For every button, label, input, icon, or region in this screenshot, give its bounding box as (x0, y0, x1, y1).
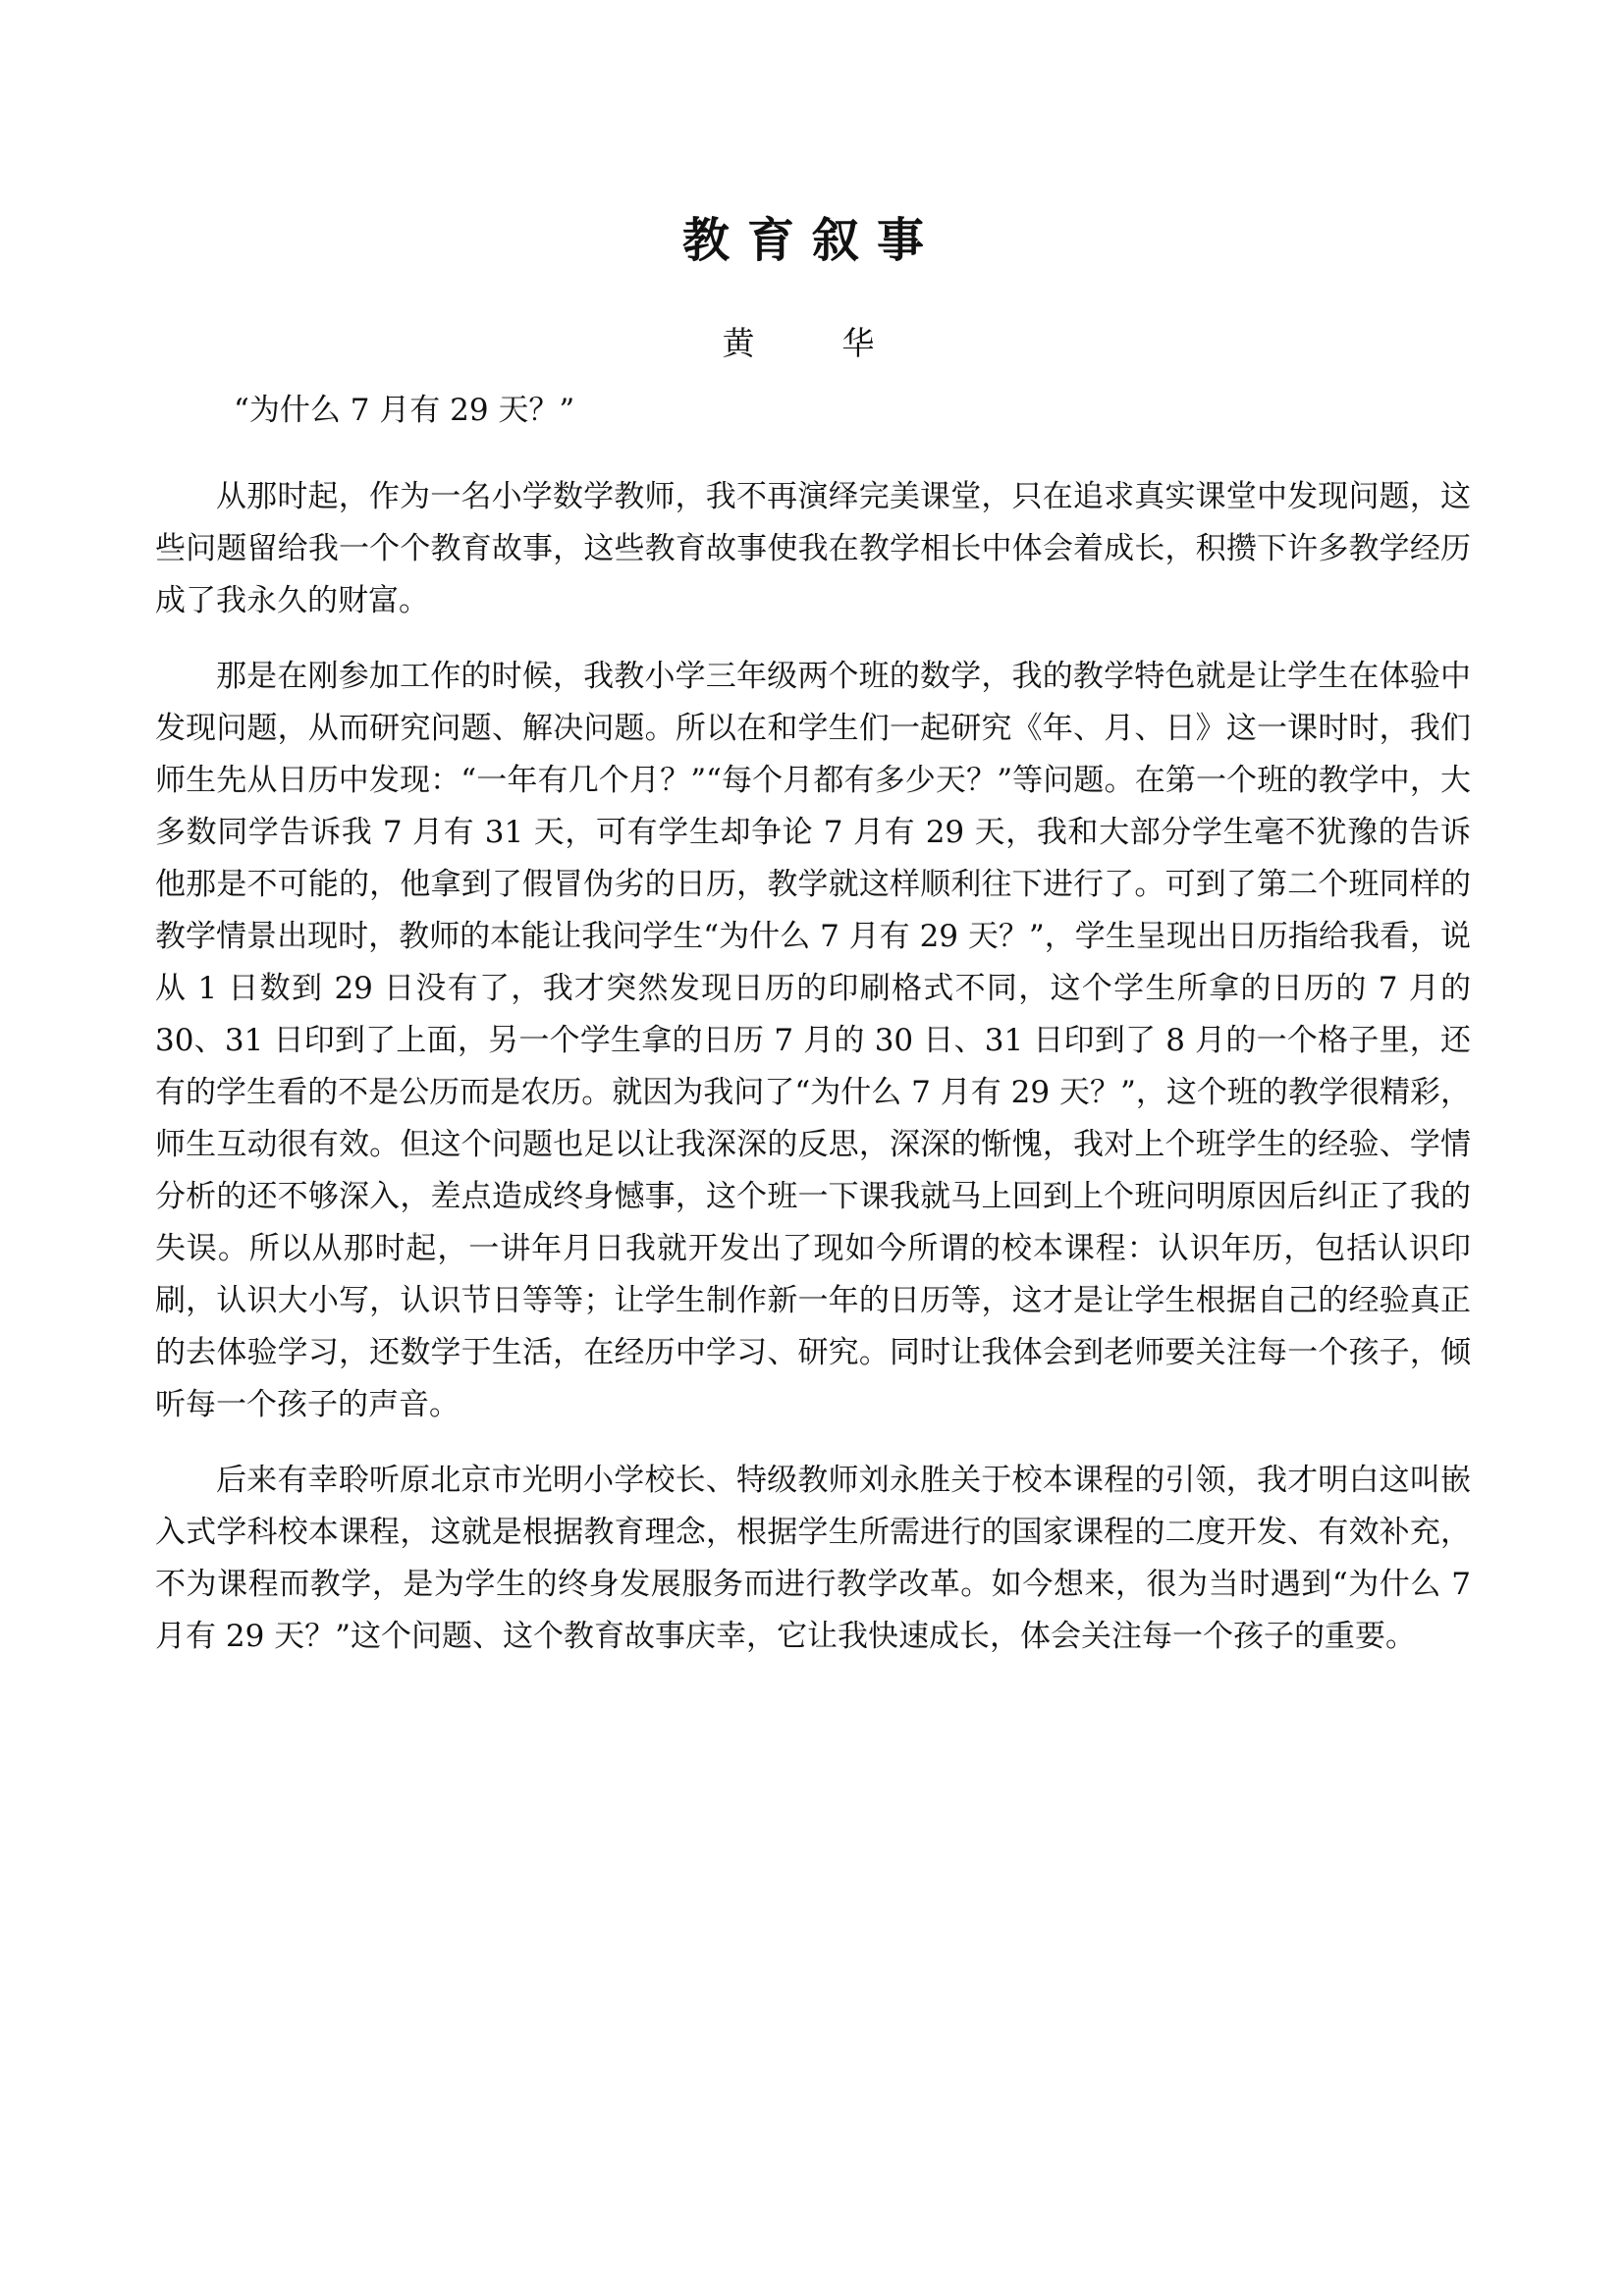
author-name: 黄 华 (722, 324, 902, 362)
paragraph-2: 那是在刚参加工作的时候，我教小学三年级两个班的数学，我的教学特色就是让学生在体验中发现问题，从而研究问题、解决问题。所以在和学生们一起研究《年、月、日》这一课时时，我们师生先从日历中发现：“一年有几个月？”“每个月都有多少天？”等问题。在第一个班的教学中，大多数同学告诉我 7 月有 31 天，可有学生却争论 7 月有 29 天，我和大部分学生毫不犹豫的告诉他那是不可能的，他拿到了假冒伪劣的日历，教学就这样顺利往下进行了。可到了第二个班同样的教学情景出现时，教师的本能让我问学生“为什么 7 月有 29 天？”，学生呈现出日历指给我看，说从 1 日数到 29 日没有了，我才突然发现日历的印刷格式不同，这个学生所拿的日历的 7 月的 30、31 日印到了上面，另一个学生拿的日历 7 月的 30 日、31 日印到了 8 月的一个格子里，还有的学生看的不是公历而是农历。就因为我问了“为什么 7 月有 29 天？”，这个班的教学很精彩，师生互动很有效。但这个问题也足以让我深深的反思，深深的惭愧，我对上个班学生的经验、学情分析的还不够深入，差点造成终身憾事，这个班一下课我就马上回到上个班问明原因后纠正了我的失误。所以从那时起，一讲年月日我就开发出了现如今所谓的校本课程：认识年历，包括认识印刷，认识大小写，认识节日等等；让学生制作新一年的日历等，这才是让学生根据自己的经验真正的去体验学习，还数学于生活，在经历中学习、研究。同时让我体会到老师要关注每一个孩子，倾听每一个孩子的声音。 (155, 659, 1471, 1422)
paragraph-1: 从那时起，作为一名小学数学教师，我不再演绎完美课堂，只在追求真实课堂中发现问题，这些问题留给我一个个教育故事，这些教育故事使我在教学相长中体会着成长，积攒下许多教学经历成了我永久的财富。 (155, 479, 1471, 618)
document-title: 教育叙事 (681, 213, 942, 268)
body-text (155, 471, 1471, 1686)
opening-question: “为什么 7 月有 29 天？” (234, 393, 575, 428)
paragraph-3: 后来有幸聆听原北京市光明小学校长、特级教师刘永胜关于校本课程的引领，我才明白这叫嵌入式学科校本课程，这就是根据教育理念，根据学生所需进行的国家课程的二度开发、有效补充，不为课程而教学，是为学生的终身发展服务而进行教学改革。如今想来，很为当时遇到“为什么 7 月有 29 天？”这个问题、这个教育故事庆幸，它让我快速成长，体会关注每一个孩子的重要。 (155, 1463, 1471, 1654)
